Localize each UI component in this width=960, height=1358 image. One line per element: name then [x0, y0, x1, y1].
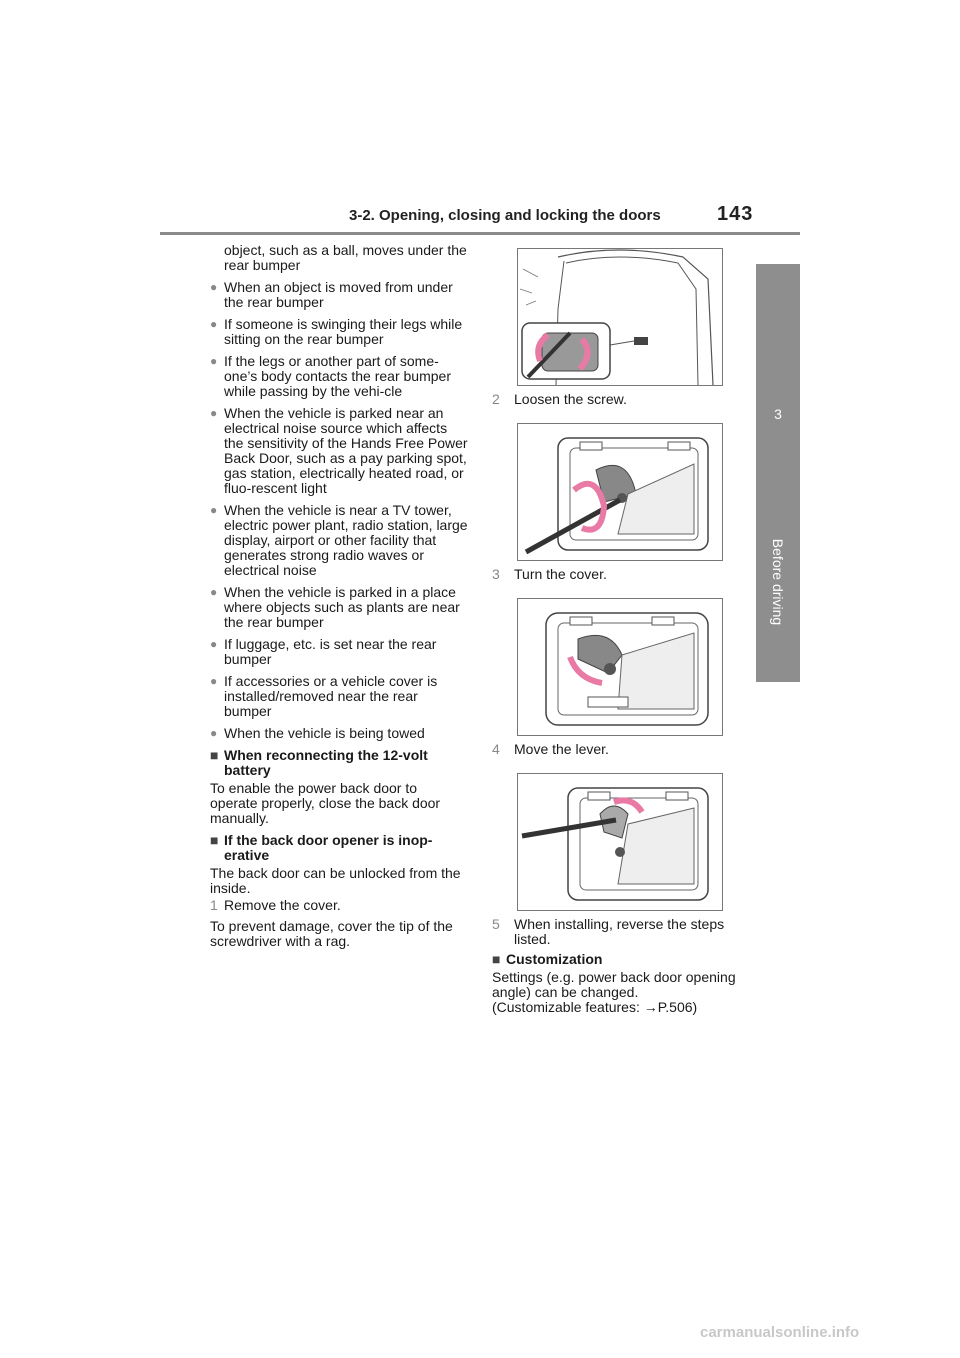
- figure-back-door: [517, 248, 723, 386]
- list-item: ● When the vehicle is parked near an electrical noise source which affects the sensitivity of the Hands Free Power Back Door, such as a pay parking spot, gas station, electrically heated road, or fluo-rescent light: [210, 405, 468, 496]
- heading-opener: ■ If the back door opener is inop-erative: [210, 832, 433, 863]
- figure-screw: [517, 423, 723, 561]
- page-number: 143: [717, 203, 754, 225]
- watermark: carmanualsonline.info: [700, 1324, 860, 1341]
- bullet-icon: ●: [210, 637, 218, 651]
- step1-note: To prevent damage, cover the tip of the screwdriver with a rag.: [210, 918, 453, 949]
- list-item: ● If luggage, etc. is set near the rear bumper: [210, 636, 437, 667]
- step-4: 4 Move the lever.: [492, 741, 609, 757]
- bullet-continuation: object, such as a ball, moves under the rear bumper: [224, 242, 467, 273]
- bullet-icon: ●: [210, 354, 218, 368]
- bullet-icon: ●: [210, 585, 218, 599]
- list-item: ● When the vehicle is near a TV tower, electric power plant, radio station, large display, airport or other facility that generates strong radio waves or electrical noise: [210, 502, 468, 578]
- square-marker-icon: ■: [210, 747, 219, 763]
- bullet-icon: ●: [210, 280, 218, 294]
- step-5: 5 When installing, reverse the steps listed.: [492, 916, 725, 947]
- step-1: 1 Remove the cover.: [210, 897, 341, 913]
- chapter-tab: [756, 264, 800, 682]
- figure-lever: [517, 773, 723, 911]
- step-number: 4: [492, 741, 500, 757]
- step-2: 2 Loosen the screw.: [492, 391, 627, 407]
- list-item: ● When an object is moved from under the rear bumper: [210, 279, 453, 310]
- arrow-right-icon: →: [643, 999, 658, 1015]
- step-number: 1: [210, 897, 218, 913]
- list-item: ● If the legs or another part of some-one’s body contacts the rear bumper while passing by the vehi-cle: [210, 353, 451, 399]
- right-column: [492, 248, 742, 1015]
- chapter-label: Before driving: [770, 538, 786, 626]
- list-item: ● When the vehicle is being towed: [210, 725, 425, 741]
- step-3: 3 Turn the cover.: [492, 566, 607, 582]
- bullet-icon: ●: [210, 726, 218, 740]
- opener-text: The back door can be unlocked from the inside.: [210, 865, 461, 896]
- bullet-icon: ●: [210, 406, 218, 420]
- chapter-number: 3: [774, 406, 782, 422]
- section-title: 3-2. Opening, closing and locking the doors: [349, 207, 661, 224]
- square-marker-icon: ■: [492, 951, 501, 967]
- list-item: ● If accessories or a vehicle cover is installed/removed near the rear bumper: [210, 673, 438, 719]
- customization-text: Settings (e.g. power back door opening angle) can be changed. (Customizable features: →P.506): [492, 969, 736, 1015]
- battery-text: To enable the power back door to operate properly, close the back door manually.: [210, 780, 441, 826]
- bullet-icon: ●: [210, 503, 218, 517]
- figure-cover: [517, 598, 723, 736]
- bullet-icon: ●: [210, 674, 218, 688]
- left-column: [210, 243, 468, 956]
- header-rule: [160, 232, 800, 235]
- step-number: 5: [492, 916, 500, 932]
- bullet-icon: ●: [210, 317, 218, 331]
- heading-customization: ■ Customization: [492, 951, 603, 967]
- list-item: ● If someone is swinging their legs while sitting on the rear bumper: [210, 316, 463, 347]
- step-number: 2: [492, 391, 500, 407]
- step-number: 3: [492, 566, 500, 582]
- page-reference-link[interactable]: P.506): [657, 999, 698, 1015]
- list-item: ● When the vehicle is parked in a place where objects such as plants are near the rear bumper: [210, 584, 460, 630]
- heading-battery: ■ When reconnecting the 12-volt battery: [210, 747, 428, 778]
- square-marker-icon: ■: [210, 832, 219, 848]
